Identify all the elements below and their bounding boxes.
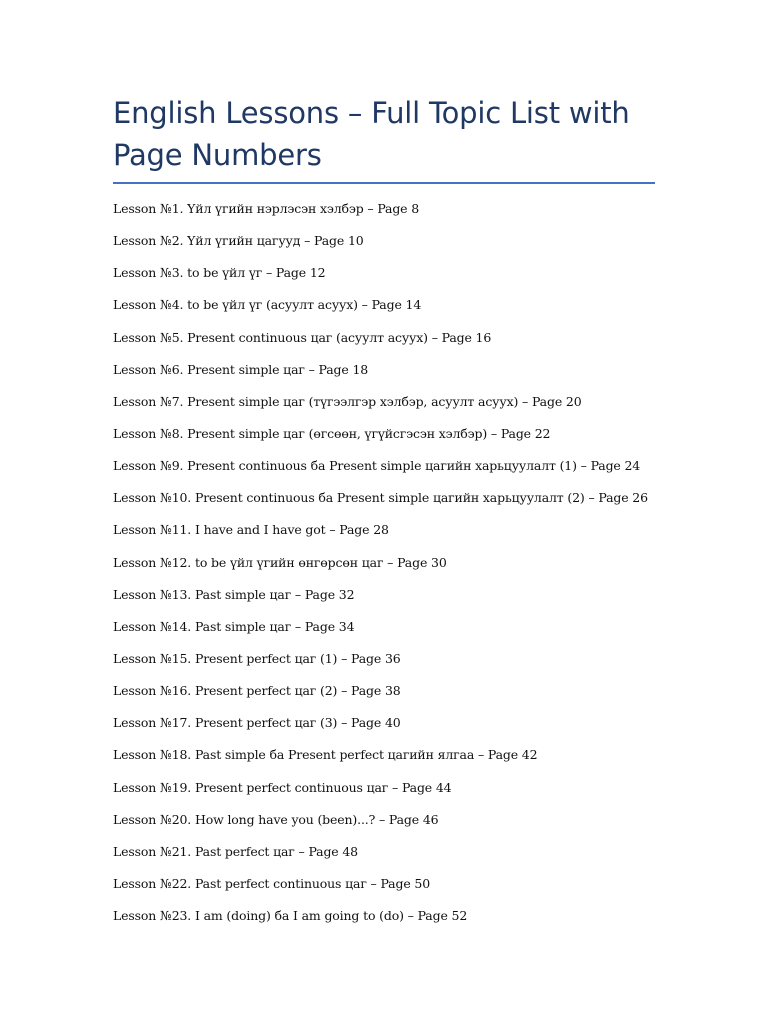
document-page xyxy=(113,92,655,924)
lesson-text: Lesson №10. Present continuous ба Present simple цагийн харьцуулалт (2) – Page 26 xyxy=(113,490,648,506)
lesson-item xyxy=(113,523,673,555)
lesson-text: Lesson №1. Үйл үгийн нэрлэсэн хэлбэр – Page 8 xyxy=(113,201,420,216)
lesson-text: Lesson №11. I have and I have got – Page 28 xyxy=(113,522,389,538)
document-title: English Lessons – Full Topic List with Page Numbers xyxy=(113,96,630,172)
lesson-item xyxy=(113,813,673,845)
lesson-text: Lesson №4. to be үйл үг (асуулт асуух) – Page 14 xyxy=(113,297,422,313)
title-underline xyxy=(113,182,655,184)
lesson-item xyxy=(113,845,673,877)
lesson-item xyxy=(113,748,673,780)
lesson-item xyxy=(113,298,673,330)
lesson-text: Lesson №15. Present perfect цаг (1) – Page 36 xyxy=(113,650,401,666)
lesson-text: Lesson №7. Present simple цаг (түгээлгэр хэлбэр, асуулт асуух) – Page 20 xyxy=(113,393,582,409)
lesson-text: Lesson №2. Үйл үгийн цагууд – Page 10 xyxy=(113,233,364,249)
lesson-item xyxy=(113,266,673,298)
lesson-text: Lesson №14. Past simple цаг – Page 34 xyxy=(113,618,355,634)
lesson-item xyxy=(113,877,673,909)
lesson-text: Lesson №6. Present simple цаг – Page 18 xyxy=(113,361,369,377)
lesson-text: Lesson №17. Present perfect цаг (3) – Page 40 xyxy=(113,715,401,731)
lesson-text: Lesson №22. Past perfect continuous цаг – Page 50 xyxy=(113,875,430,891)
lesson-text: Lesson №18. Past simple ба Present perfect цагийн ялгаа – Page 42 xyxy=(113,747,538,763)
lesson-text: Lesson №5. Present continuous цаг (асуулт асуух) – Page 16 xyxy=(113,329,492,345)
lesson-item xyxy=(113,202,673,234)
lesson-item xyxy=(113,620,673,652)
lesson-text: Lesson №3. to be үйл үг – Page 12 xyxy=(113,265,326,281)
lesson-item xyxy=(113,556,673,588)
lesson-item xyxy=(113,427,673,459)
lesson-item xyxy=(113,363,673,395)
lesson-text: Lesson №16. Present perfect цаг (2) – Page 38 xyxy=(113,683,401,699)
lesson-item xyxy=(113,491,673,523)
lesson-item xyxy=(113,395,673,427)
lesson-text: Lesson №12. to be үйл үгийн өнгөрсөн цаг – Page 30 xyxy=(113,554,447,570)
lesson-item xyxy=(113,684,673,716)
lesson-item xyxy=(113,909,673,941)
lesson-text: Lesson №21. Past perfect цаг – Page 48 xyxy=(113,843,358,859)
lesson-text: Lesson №23. I am (doing) ба I am going to (do) – Page 52 xyxy=(113,908,468,924)
lesson-item xyxy=(113,652,673,684)
lesson-list xyxy=(113,202,673,941)
lesson-item xyxy=(113,459,673,491)
lesson-item xyxy=(113,234,673,266)
lesson-item xyxy=(113,331,673,363)
lesson-item xyxy=(113,781,673,813)
lesson-item xyxy=(113,588,673,620)
lesson-item xyxy=(113,716,673,748)
lesson-text: Lesson №9. Present continuous ба Present simple цагийн харьцуулалт (1) – Page 24 xyxy=(113,458,641,474)
lesson-text: Lesson №8. Present simple цаг (өгсөөн, үгүйсгэсэн хэлбэр) – Page 22 xyxy=(113,425,551,441)
lesson-text: Lesson №19. Present perfect continuous цаг – Page 44 xyxy=(113,779,452,795)
lesson-text: Lesson №20. How long have you (been)...? – Page 46 xyxy=(113,811,439,827)
lesson-text: Lesson №13. Past simple цаг – Page 32 xyxy=(113,586,355,602)
